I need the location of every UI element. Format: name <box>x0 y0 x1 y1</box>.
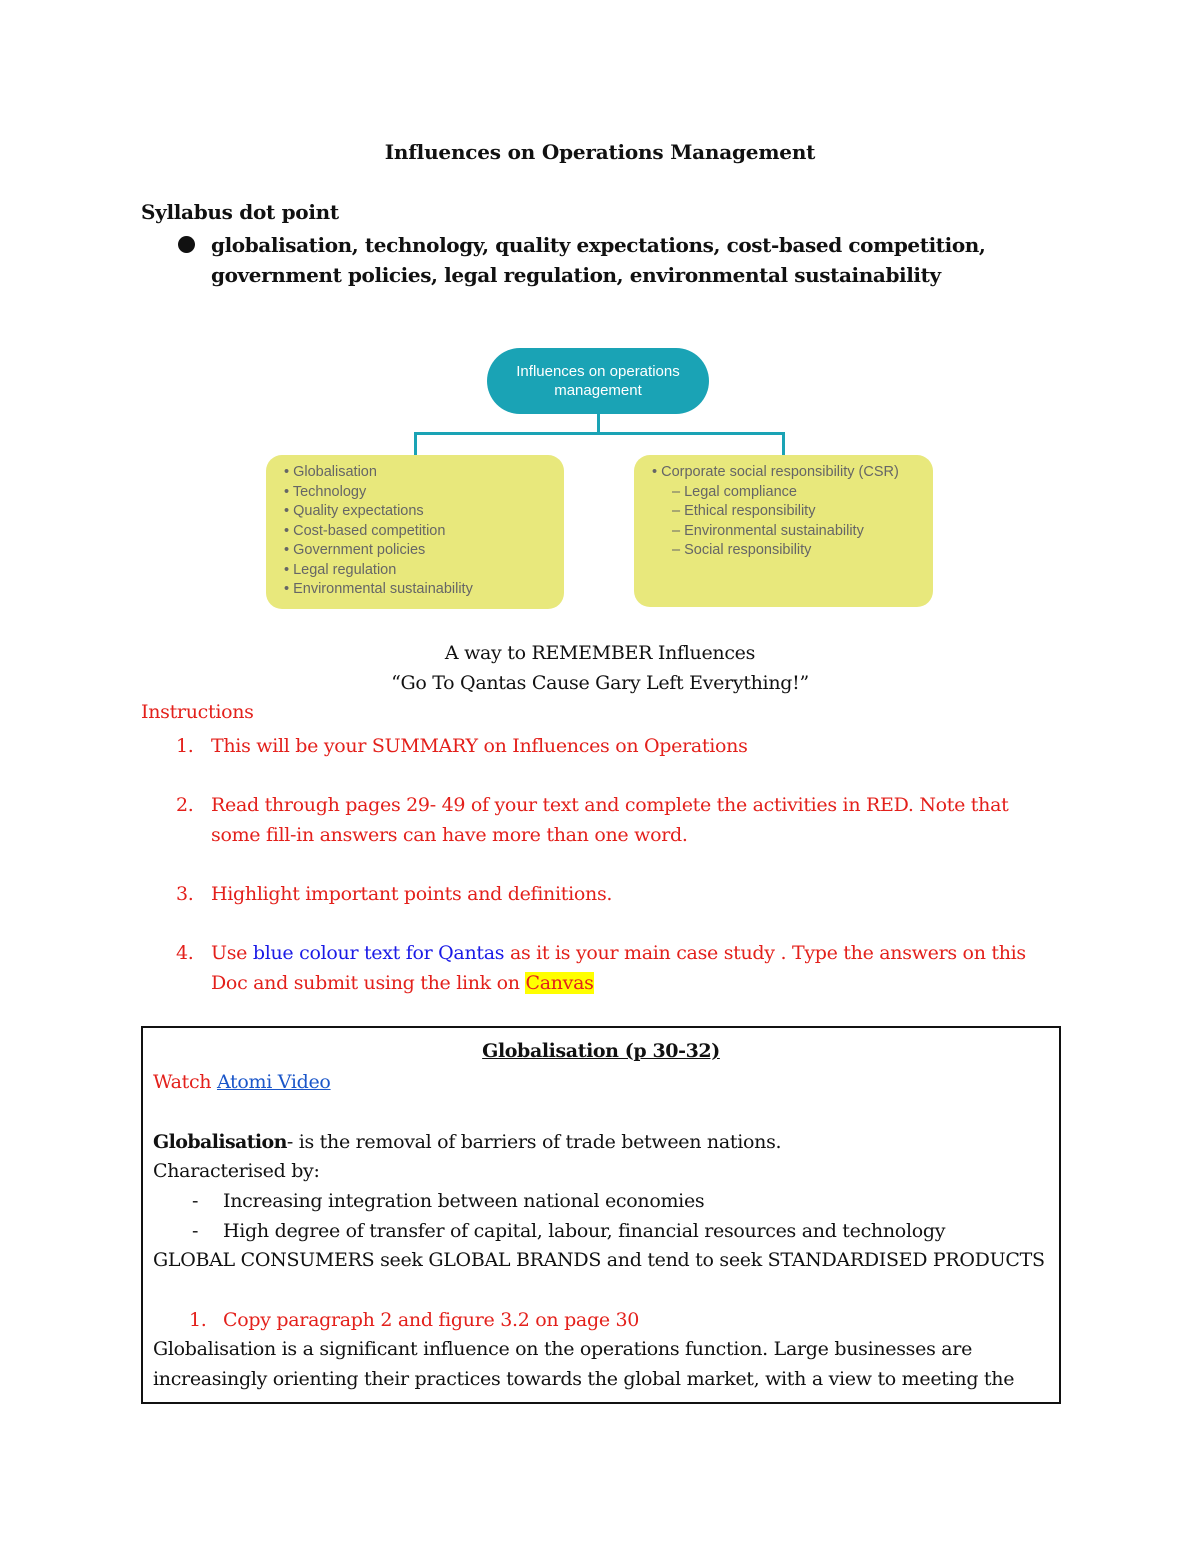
paragraph-line: increasingly orienting their practices towards the global market, with a view to meeting the <box>153 1368 1015 1390</box>
instructions-heading: Instructions <box>141 701 254 723</box>
instruction-number: 1. <box>176 735 194 757</box>
list-item: Increasing integration between national economies <box>223 1190 705 1212</box>
diagram-top-node: Influences on operations management <box>487 348 709 414</box>
remember-heading: A way to REMEMBER Influences <box>444 642 756 664</box>
connector-line <box>414 432 785 435</box>
instruction-item <box>211 938 1041 998</box>
instruction-item: This will be your SUMMARY on Influences on Operations <box>211 735 748 757</box>
dash-icon: - <box>192 1190 199 1212</box>
paragraph-line: Globalisation is a significant influence on the operations function. Large businesses are <box>153 1338 973 1360</box>
diagram-left-item: • Quality expectations <box>284 503 424 519</box>
connector-line <box>414 432 417 455</box>
dash-icon: - <box>192 1220 199 1242</box>
instruction-number: 3. <box>176 883 194 905</box>
atomi-video-link[interactable]: Atomi Video <box>216 1071 331 1093</box>
connector-line <box>782 432 785 455</box>
instruction-item: Highlight important points and definitions. <box>211 883 613 905</box>
diagram-left-item: • Legal regulation <box>284 561 397 578</box>
definition-text: - is the removal of barriers of trade between nations. <box>286 1131 782 1153</box>
syllabus-dot-point: globalisation, technology, quality expectations, cost-based competition, government policies, legal regulation, environmental sustainability <box>211 233 986 287</box>
diagram-right-item: – Ethical responsibility <box>672 503 816 519</box>
bullet-icon <box>178 236 195 253</box>
task-text: Copy paragraph 2 and figure 3.2 on page 30 <box>223 1309 640 1331</box>
diagram-right-item: – Social responsibility <box>672 542 812 558</box>
diagram-left-item: • Cost-based competition <box>284 522 446 539</box>
remember-mnemonic: “Go To Qantas Cause Gary Left Everything!” <box>391 672 809 694</box>
diagram-left-item: • Environmental sustainability <box>284 581 473 597</box>
instruction-text: Use <box>211 942 253 964</box>
diagram-left-item: • Globalisation <box>284 464 377 480</box>
definition-term: Globalisation <box>153 1131 287 1153</box>
diagram-right-item: • Corporate social responsibility (CSR) <box>652 464 899 480</box>
diagram-right-item: – Legal compliance <box>672 483 797 500</box>
connector-line <box>597 414 600 434</box>
instruction-blue-text: blue colour text for Qantas <box>252 942 505 964</box>
diagram-left-item: • Technology <box>284 483 367 500</box>
instruction-text: as it is your main case study . Type the answers on this Doc and submit using the link on <box>211 942 1026 994</box>
globalisation-section <box>141 1026 1061 1404</box>
page-title: Influences on Operations Management <box>384 140 816 164</box>
characterised-label: Characterised by: <box>153 1160 320 1182</box>
instruction-number: 4. <box>176 942 194 964</box>
watch-label: Watch <box>153 1071 217 1093</box>
consumers-line: GLOBAL CONSUMERS seek GLOBAL BRANDS and tend to seek STANDARDISED PRODUCTS <box>153 1249 1045 1271</box>
definition <box>153 1127 781 1157</box>
list-item: High degree of transfer of capital, labour, financial resources and technology <box>223 1220 946 1242</box>
diagram-left-box <box>266 455 564 609</box>
diagram-left-item: • Government policies <box>284 542 426 558</box>
task-number: 1. <box>189 1309 207 1331</box>
diagram-right-item: – Environmental sustainability <box>672 522 864 539</box>
instruction-number: 2. <box>176 794 194 816</box>
syllabus-heading: Syllabus dot point <box>141 200 339 224</box>
section-title: Globalisation (p 30-32) <box>482 1040 720 1062</box>
diagram-right-box <box>634 455 933 607</box>
watch-line <box>153 1067 331 1097</box>
instruction-item: Read through pages 29- 49 of your text and complete the activities in RED. Note that some fill-in answers can have more than one word. <box>211 794 1009 846</box>
canvas-highlight: Canvas <box>525 972 594 994</box>
